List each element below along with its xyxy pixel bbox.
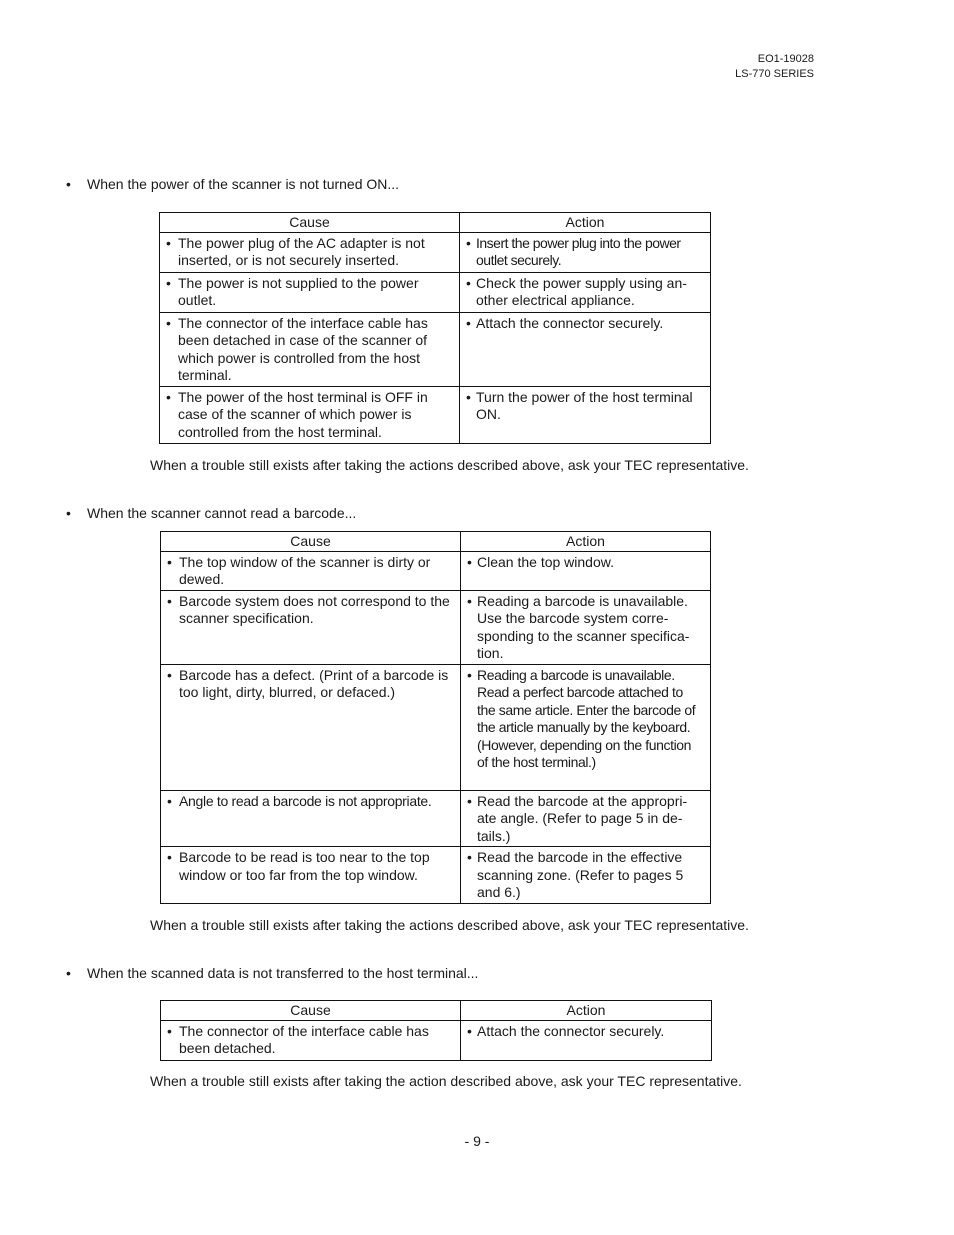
cause-cell (160, 312, 460, 386)
column-header-action: Action (460, 213, 711, 233)
action-cell (461, 590, 711, 664)
table-header-row (161, 1001, 712, 1021)
action-text: Attach the connector securely. (477, 1022, 665, 1039)
bullet: • (167, 1022, 172, 1039)
document-number: EO1-19028 (757, 53, 814, 65)
action-text: Insert the power plug into the power outlet securely. (476, 234, 681, 268)
cause-cell (160, 272, 460, 312)
bullet: • (467, 792, 472, 809)
table-row (161, 847, 711, 904)
table-row (161, 664, 711, 790)
column-header-cause: Cause (160, 213, 460, 233)
cause-cell (160, 232, 460, 272)
table-row (161, 551, 711, 590)
action-cell (461, 1020, 712, 1060)
cause-text: Angle to read a barcode is not appropriate. (179, 792, 432, 809)
action-cell (460, 312, 711, 386)
action-cell (460, 272, 711, 312)
bullet: • (467, 849, 472, 865)
action-cell (461, 847, 711, 904)
bullet: • (466, 388, 471, 405)
table-header-row (161, 532, 711, 552)
bullet: • (66, 965, 71, 981)
column-header-cause: Cause (161, 532, 461, 552)
action-cell (460, 232, 711, 272)
action-cell (461, 551, 711, 590)
cause-cell (160, 386, 460, 443)
bullet: • (166, 388, 171, 405)
table-row (160, 272, 711, 312)
product-series: LS-770 SERIES (735, 68, 814, 80)
bullet: • (166, 314, 171, 331)
bullet: • (466, 314, 471, 331)
cause-text: The top window of the scanner is dirty or dewed. (179, 553, 431, 587)
bullet: • (467, 553, 472, 570)
bullet: • (167, 553, 172, 570)
cause-text: Barcode system does not correspond to the scanner specification. (179, 592, 450, 626)
action-text: Reading a barcode is unavailable. Use the barcode system corre-sponding to the scanner specifica-tion. (477, 592, 690, 661)
bullet: • (167, 792, 172, 809)
bullet: • (166, 234, 171, 251)
cause-cell (161, 551, 461, 590)
table-row (161, 790, 711, 847)
trouble-note: When a trouble still exists after taking the actions described above, ask your TEC representative. (150, 457, 749, 473)
cause-cell (161, 664, 461, 790)
trouble-note: When a trouble still exists after taking the actions described above, ask your TEC representative. (150, 917, 749, 933)
power-table (159, 212, 711, 444)
cause-text: Barcode to be read is too near to the top window or too far from the top window. (179, 849, 430, 883)
bullet: • (66, 505, 71, 521)
cause-cell (161, 590, 461, 664)
section-title-power: • When the power of the scanner is not turned ON... (66, 176, 400, 192)
cause-text: The power is not supplied to the power outlet. (178, 274, 419, 308)
cause-text: The power plug of the AC adapter is not inserted, or is not securely inserted. (178, 234, 425, 268)
section-title-barcode: • When the scanner cannot read a barcode... (66, 505, 357, 521)
column-header-action: Action (461, 532, 711, 552)
cause-text: The connector of the interface cable has been detached. (179, 1022, 429, 1056)
bullet: • (467, 592, 472, 609)
action-text: Reading a barcode is unavailable. Read a perfect barcode attached to the same article. Enter the barcode of the article manually by the keyboard. (However, depending on the function of the host terminal.) (477, 666, 696, 770)
bullet: • (167, 592, 172, 609)
cause-cell (161, 790, 461, 847)
bullet: • (466, 274, 471, 291)
action-cell (461, 664, 711, 790)
transfer-table (160, 1000, 712, 1061)
table-row (160, 386, 711, 443)
cause-cell (161, 847, 461, 904)
bullet: • (167, 666, 172, 683)
action-text: Turn the power of the host terminal ON. (476, 388, 693, 422)
cause-text: Barcode has a defect. (Print of a barcode is too light, dirty, blurred, or defaced.) (179, 666, 449, 700)
table-row (160, 232, 711, 272)
section-title-transfer: • When the scanned data is not transferred to the host terminal... (66, 965, 479, 981)
action-text: Read the barcode at the appropri-ate angle. (Refer to page 5 in de-tails.) (477, 792, 688, 844)
action-cell (460, 386, 711, 443)
document-header (735, 52, 814, 82)
column-header-action: Action (461, 1001, 712, 1021)
bullet: • (66, 176, 71, 192)
action-cell (461, 790, 711, 847)
table-row (161, 1020, 712, 1060)
barcode-table (160, 531, 711, 904)
bullet: • (167, 849, 172, 865)
table-header-row (160, 213, 711, 233)
bullet: • (467, 1022, 472, 1039)
bullet: • (466, 234, 471, 251)
bullet: • (166, 274, 171, 291)
column-header-cause: Cause (161, 1001, 461, 1021)
action-text: Check the power supply using an-other electrical appliance. (476, 274, 687, 308)
bullet: • (467, 666, 472, 683)
action-text: Attach the connector securely. (476, 314, 664, 331)
cause-text: The connector of the interface cable has been detached in case of the scanner of which power is controlled from the host terminal. (178, 314, 428, 383)
cause-cell (161, 1020, 461, 1060)
trouble-note: When a trouble still exists after taking the action described above, ask your TEC representative. (150, 1073, 742, 1089)
action-text: Read the barcode in the effective scanning zone. (Refer to pages 5 and 6.) (477, 849, 684, 900)
cause-text: The power of the host terminal is OFF in case of the scanner of which power is controlled from the host terminal. (178, 388, 428, 440)
table-row (160, 312, 711, 386)
page-number: - 9 - (464, 1133, 490, 1149)
table-row (161, 590, 711, 664)
action-text: Clean the top window. (477, 553, 614, 570)
